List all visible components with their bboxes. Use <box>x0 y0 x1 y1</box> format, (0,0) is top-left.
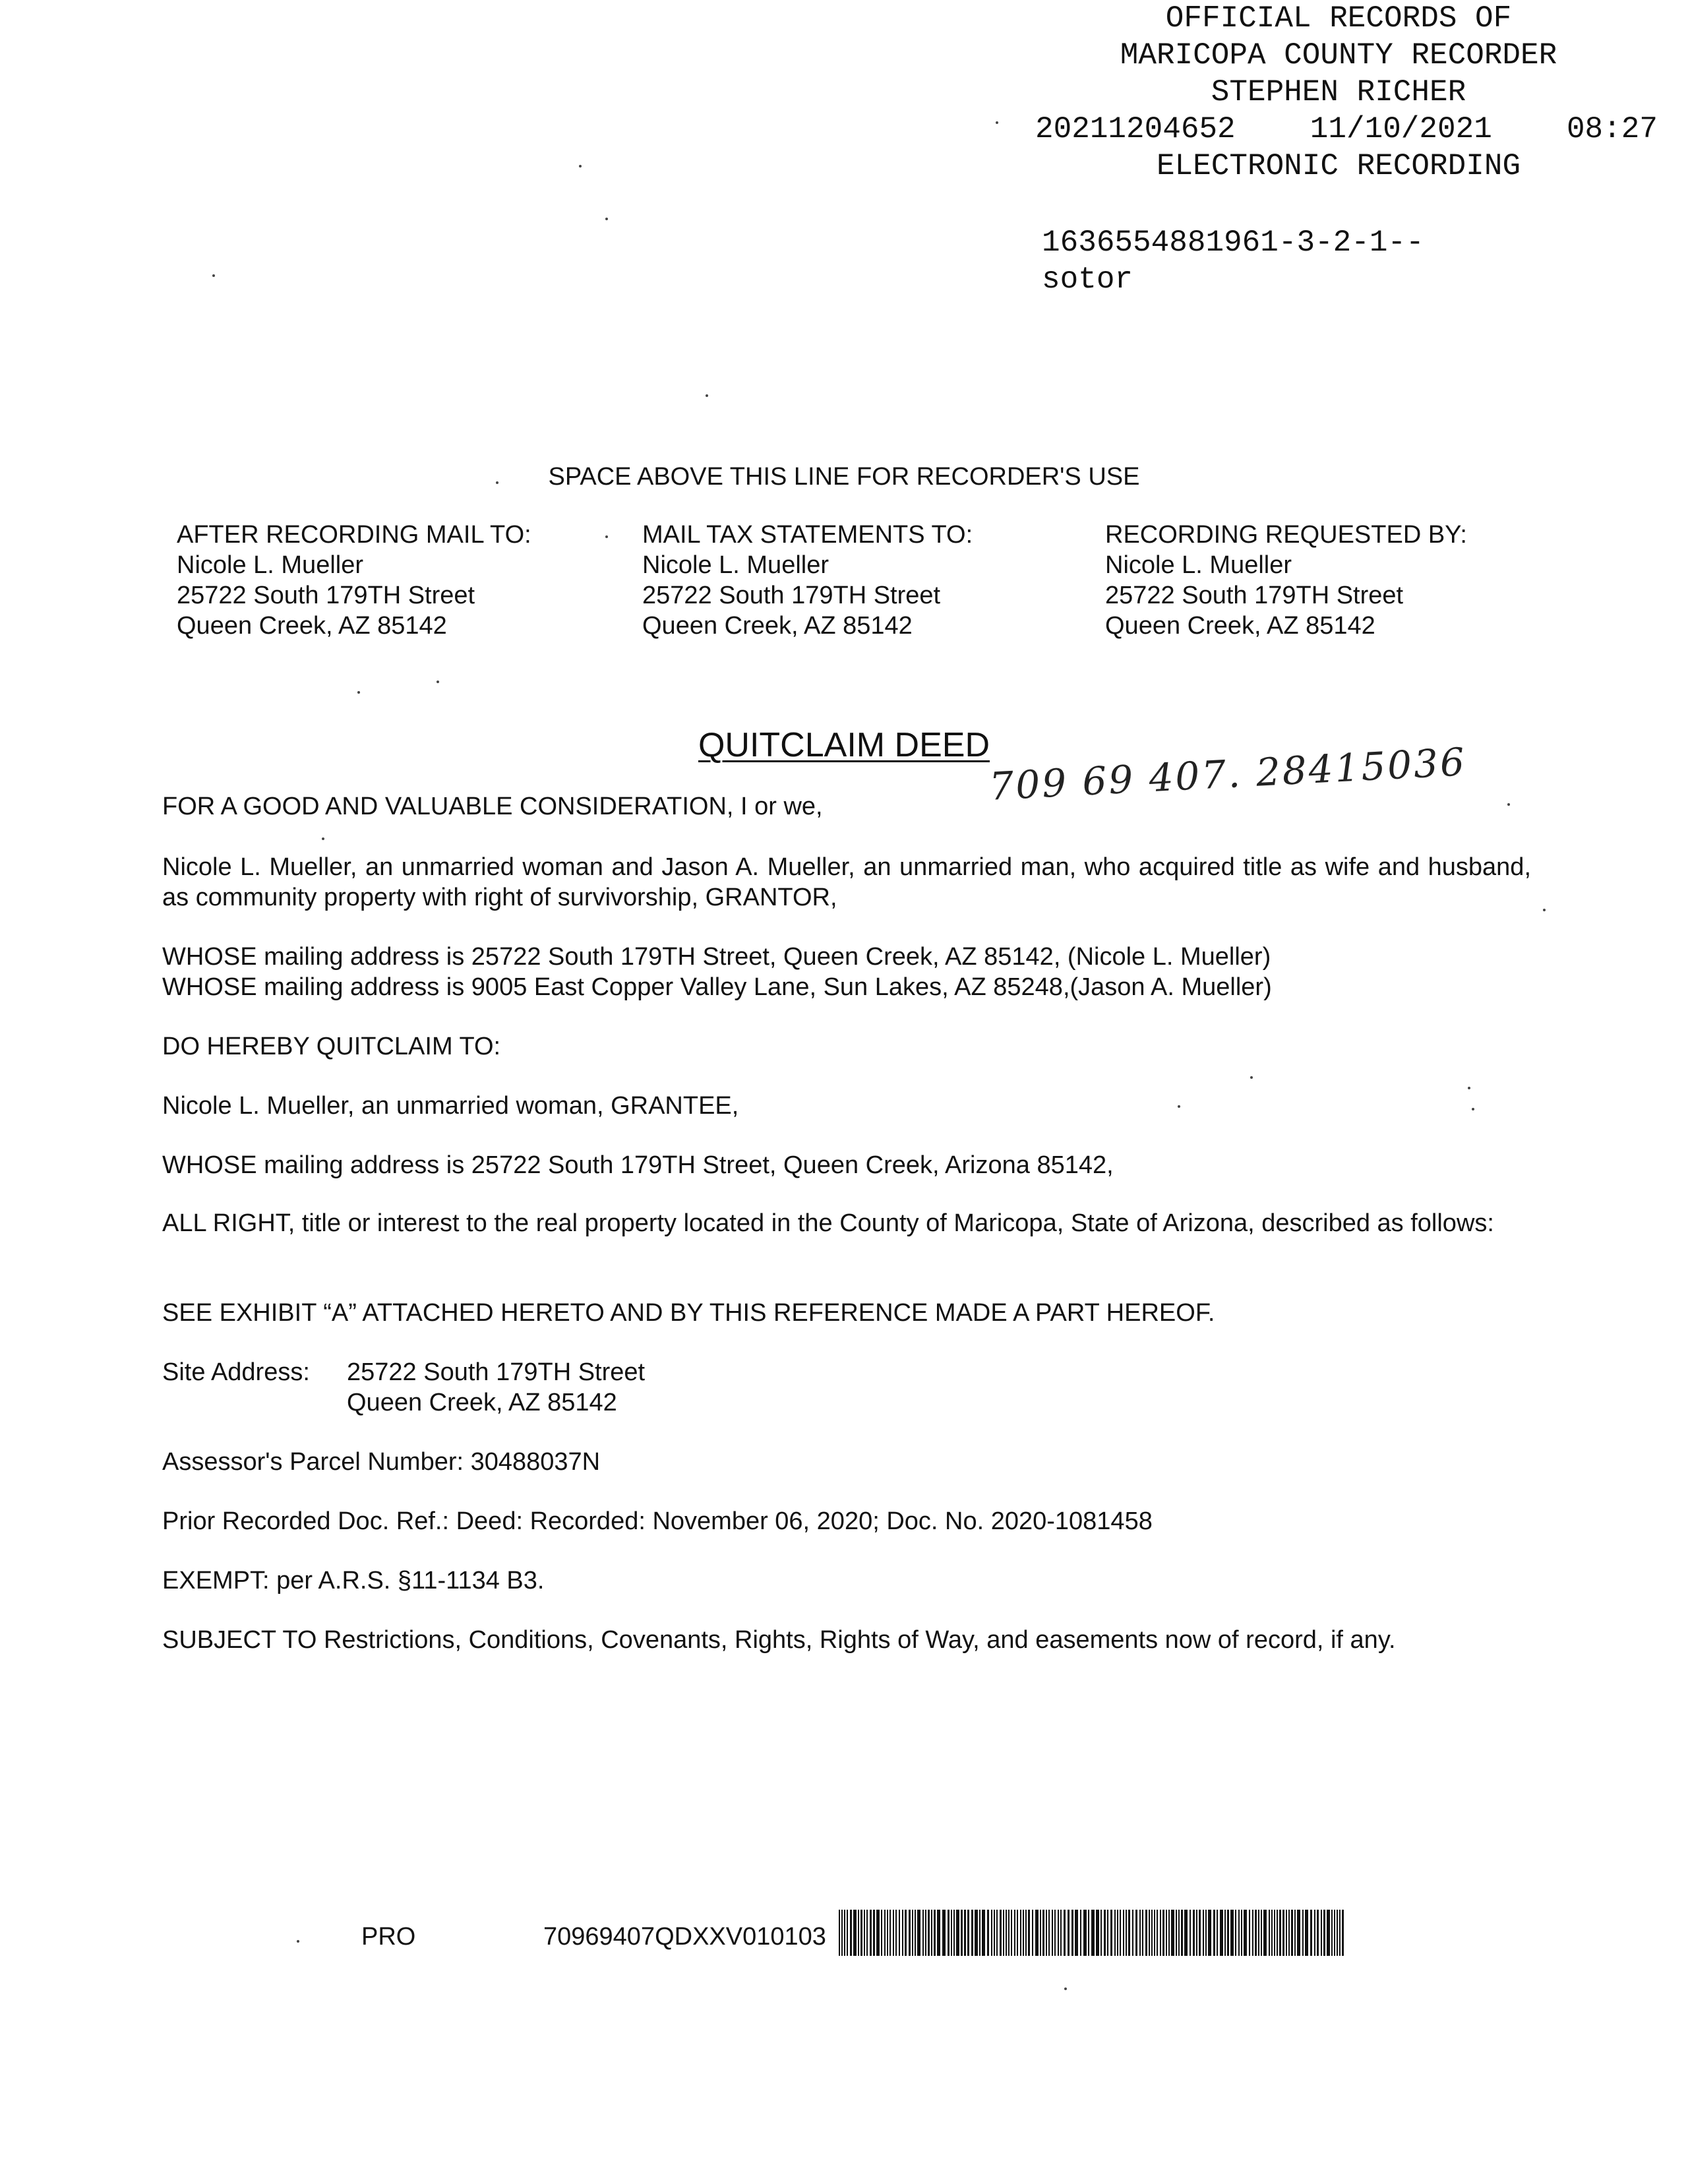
address-heading: AFTER RECORDING MAIL TO: <box>177 521 531 549</box>
recording-number: 20211204652 <box>1035 112 1236 146</box>
stamp-recorder-name: STEPHEN RICHER <box>1211 75 1466 109</box>
space-above-notice: SPACE ABOVE THIS LINE FOR RECORDER'S USE <box>548 463 1140 491</box>
address-street: 25722 South 179TH Street <box>642 582 941 609</box>
grantor-address-2: WHOSE mailing address is 9005 East Copper Valley Lane, Sun Lakes, AZ 85248,(Jason A. Mueller) <box>162 973 1272 1001</box>
site-address-value <box>347 1357 645 1418</box>
parcel-number: Assessor's Parcel Number: 30488037N <box>162 1448 601 1476</box>
address-heading: MAIL TAX STATEMENTS TO: <box>642 521 973 549</box>
recorder-stamp <box>1015 0 1662 185</box>
address-name: Nicole L. Mueller <box>642 551 829 579</box>
address-street: 25722 South 179TH Street <box>1105 582 1404 609</box>
deed-title: QUITCLAIM DEED <box>698 726 990 764</box>
address-name: Nicole L. Mueller <box>1105 551 1292 579</box>
grantee-line: Nicole L. Mueller, an unmarried woman, GRANTEE, <box>162 1092 739 1120</box>
site-street: 25722 South 179TH Street <box>347 1358 646 1386</box>
stamp-county-recorder: MARICOPA COUNTY RECORDER <box>1120 38 1557 73</box>
address-heading: RECORDING REQUESTED BY: <box>1105 521 1467 549</box>
recording-requested-by <box>1105 520 1527 641</box>
recording-date: 11/10/2021 <box>1310 112 1492 146</box>
after-recording-mail-to <box>177 520 599 641</box>
handwritten-note: 709 69 407. 28415036 <box>988 739 1468 809</box>
site-address-label: Site Address: <box>162 1358 310 1386</box>
site-city: Queen Creek, AZ 85142 <box>347 1389 617 1416</box>
reference-block <box>1042 224 1424 298</box>
subject-to-line: SUBJECT TO Restrictions, Conditions, Covenants, Rights, Rights of Way, and easements now of record, if any. <box>162 1626 1396 1654</box>
consideration-line: FOR A GOOD AND VALUABLE CONSIDERATION, I or we, <box>162 793 823 820</box>
quitclaim-to: DO HEREBY QUITCLAIM TO: <box>162 1033 501 1060</box>
footer-pro: PRO <box>361 1923 416 1951</box>
stamp-electronic-recording: ELECTRONIC RECORDING <box>1156 149 1521 183</box>
stamp-recording-info <box>1015 111 1662 148</box>
address-city: Queen Creek, AZ 85142 <box>1105 612 1375 640</box>
address-name: Nicole L. Mueller <box>177 551 363 579</box>
footer-document-code: 70969407QDXXV010103 <box>543 1923 826 1951</box>
exhibit-reference: SEE EXHIBIT “A” ATTACHED HERETO AND BY THIS REFERENCE MADE A PART HEREOF. <box>162 1299 1215 1327</box>
mail-tax-statements-to <box>642 520 1064 641</box>
address-street: 25722 South 179TH Street <box>177 582 475 609</box>
grantor-address-1: WHOSE mailing address is 25722 South 179TH Street, Queen Creek, AZ 85142, (Nicole L. Mueller) <box>162 943 1271 971</box>
grantor-paragraph: Nicole L. Mueller, an unmarried woman and Jason A. Mueller, an unmarried man, who acquired title as wife and husband, as community property with right of survivorship, GRANTOR, <box>162 853 1531 911</box>
address-city: Queen Creek, AZ 85142 <box>177 612 447 640</box>
grantee-address: WHOSE mailing address is 25722 South 179TH Street, Queen Creek, Arizona 85142, <box>162 1151 1114 1179</box>
address-city: Queen Creek, AZ 85142 <box>642 612 913 640</box>
prior-doc-reference: Prior Recorded Doc. Ref.: Deed: Recorded: November 06, 2020; Doc. No. 2020-1081458 <box>162 1507 1153 1535</box>
stamp-official-records: OFFICIAL RECORDS OF <box>1165 1 1512 36</box>
reference-id: 1636554881961-3-2-1-- <box>1042 226 1424 260</box>
reference-suffix: sotor <box>1042 262 1133 297</box>
exempt-line: EXEMPT: per A.R.S. §11-1134 B3. <box>162 1567 545 1594</box>
recording-time: 08:27 <box>1566 112 1658 146</box>
barcode-image <box>839 1910 1346 1956</box>
all-right-paragraph: ALL RIGHT, title or interest to the real property located in the County of Maricopa, State of Arizona, described as follows: <box>162 1209 1494 1237</box>
